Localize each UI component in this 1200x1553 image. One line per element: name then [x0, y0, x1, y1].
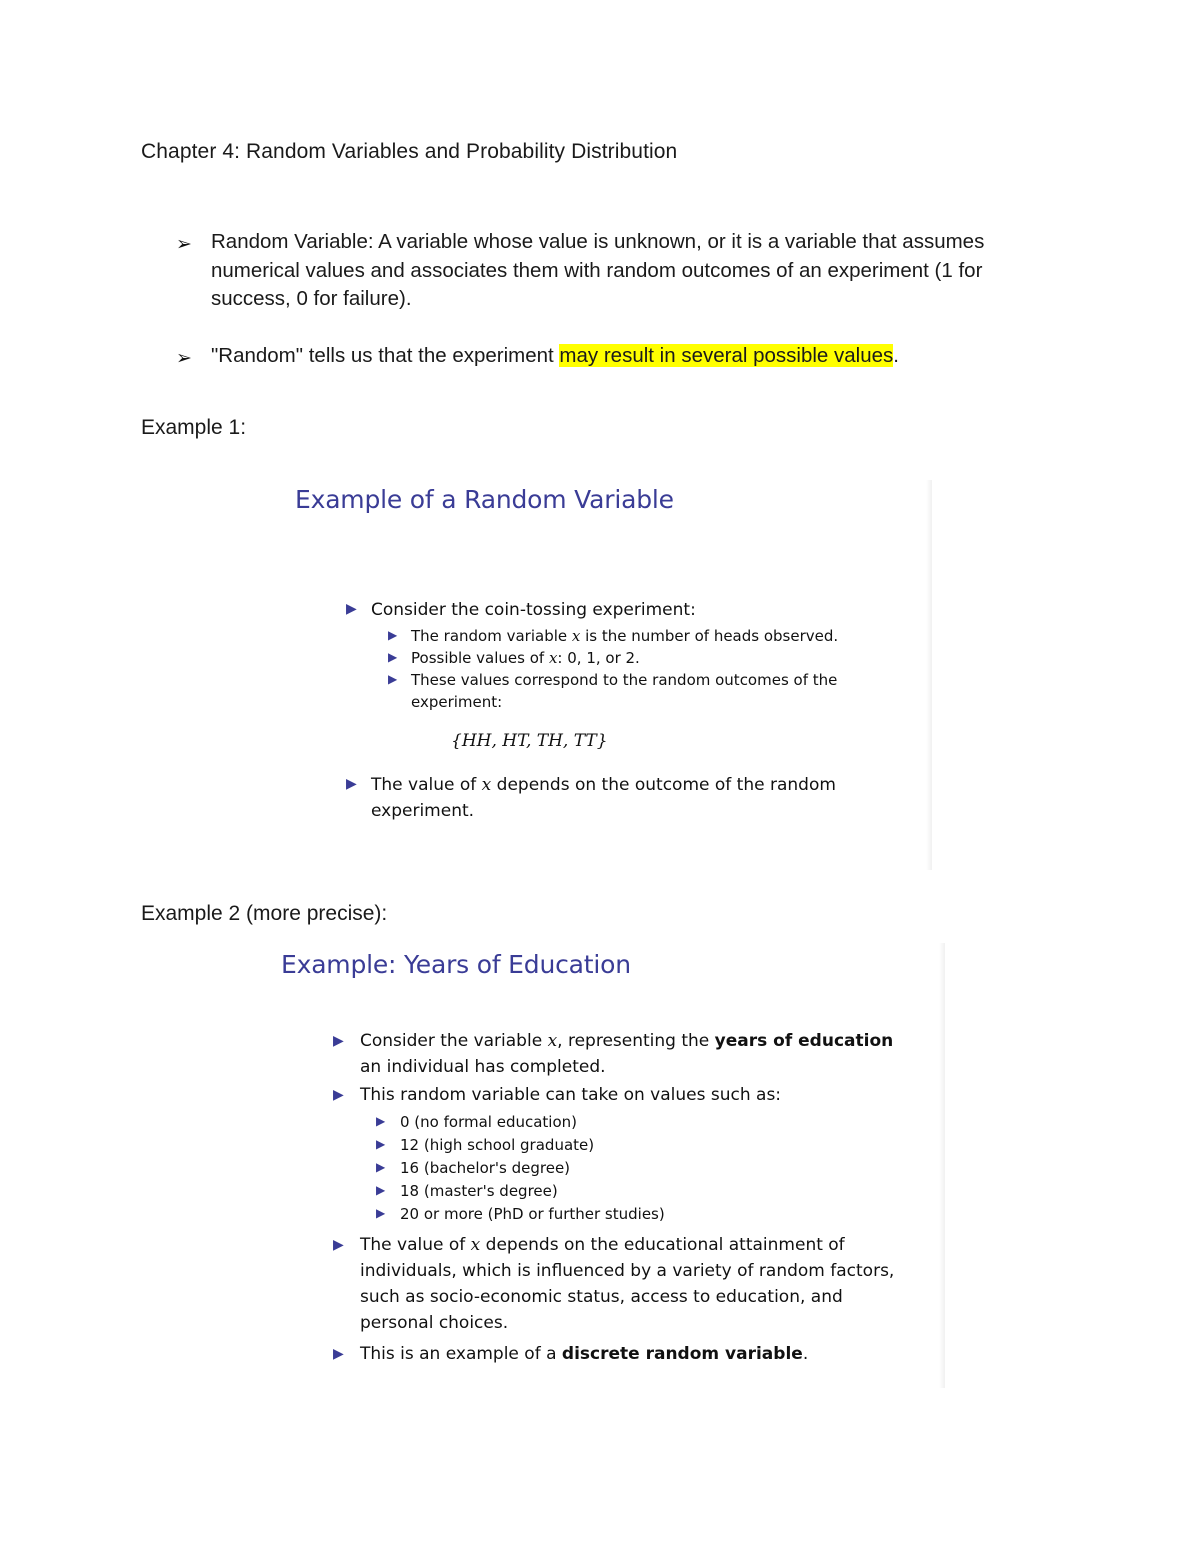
triangle-bullet-icon: ▶: [376, 1137, 386, 1151]
slide-point: The value of x depends on the outcome of the random: [371, 775, 836, 795]
slide-point-cont: an individual has completed.: [360, 1057, 606, 1077]
arrow-bullet-icon: ➢: [176, 233, 192, 255]
triangle-bullet-icon: ▶: [376, 1206, 386, 1220]
bullet-random-meaning: [174, 342, 1054, 371]
bullet-text: "Random" tells us that the experiment: [211, 343, 560, 367]
bullet-text-end: .: [893, 343, 899, 367]
value-item: 20 or more (PhD or further studies): [400, 1205, 665, 1223]
page-title: Chapter 4: Random Variables and Probability Distribution: [141, 140, 678, 163]
triangle-bullet-icon: ▶: [346, 776, 357, 792]
triangle-bullet-icon: ▶: [388, 628, 398, 642]
bullet-list: [174, 228, 1054, 370]
slide-title: Example: Years of Education: [281, 950, 631, 979]
slide-title: Example of a Random Variable: [295, 485, 674, 514]
slide-years-of-education: [270, 943, 945, 1388]
slide-random-variable-example: [280, 480, 932, 870]
slide-point: This is an example of a discrete random variable.: [360, 1344, 809, 1364]
highlighted-text: may result in several possible values: [559, 343, 894, 367]
triangle-bullet-icon: ▶: [376, 1114, 386, 1128]
triangle-bullet-icon: ▶: [333, 1346, 344, 1362]
triangle-bullet-icon: ▶: [388, 672, 398, 686]
value-item: 16 (bachelor's degree): [400, 1159, 571, 1177]
slide-point: Consider the variable x, representing the years of education: [360, 1031, 894, 1051]
value-item: 12 (high school graduate): [400, 1136, 595, 1154]
bullet-random-variable: [174, 228, 1054, 314]
slide-point-cont: experiment.: [371, 801, 475, 821]
slide-subpoint: These values correspond to the random outcomes of the: [411, 671, 838, 689]
slide-subpoint-cont: experiment:: [411, 693, 503, 711]
slide-point-cont: individuals, which is influenced by a variety of random factors,: [360, 1261, 895, 1281]
triangle-bullet-icon: ▶: [333, 1033, 344, 1049]
example-2-label: Example 2 (more precise):: [141, 902, 388, 925]
triangle-bullet-icon: ▶: [333, 1237, 344, 1253]
slide-point: The value of x depends on the educational attainment of: [360, 1235, 845, 1255]
example-1-label: Example 1:: [141, 416, 247, 439]
slide-point: This random variable can take on values such as:: [360, 1085, 782, 1105]
slide-subpoint: Possible values of x: 0, 1, or 2.: [411, 649, 640, 667]
triangle-bullet-icon: ▶: [376, 1160, 386, 1174]
outcome-set: {HH, HT, TH, TT}: [451, 731, 608, 751]
triangle-bullet-icon: ▶: [388, 650, 398, 664]
arrow-bullet-icon: ➢: [176, 346, 192, 369]
value-item: 18 (master's degree): [400, 1182, 558, 1200]
slide-point-cont: such as socio-economic status, access to education, and: [360, 1287, 843, 1307]
bullet-text: Random Variable: A variable whose value is unknown, or it is a variable that assumes numerical values and associates them with random outcomes of an experiment (1 for success, 0 for failure).: [211, 230, 985, 310]
value-item: 0 (no formal education): [400, 1113, 577, 1131]
triangle-bullet-icon: ▶: [346, 601, 357, 617]
slide-point-cont: personal choices.: [360, 1313, 509, 1333]
slide-subpoint: The random variable x is the number of heads observed.: [411, 627, 839, 645]
triangle-bullet-icon: ▶: [333, 1087, 344, 1103]
slide-point: Consider the coin-tossing experiment:: [371, 600, 696, 620]
triangle-bullet-icon: ▶: [376, 1183, 386, 1197]
